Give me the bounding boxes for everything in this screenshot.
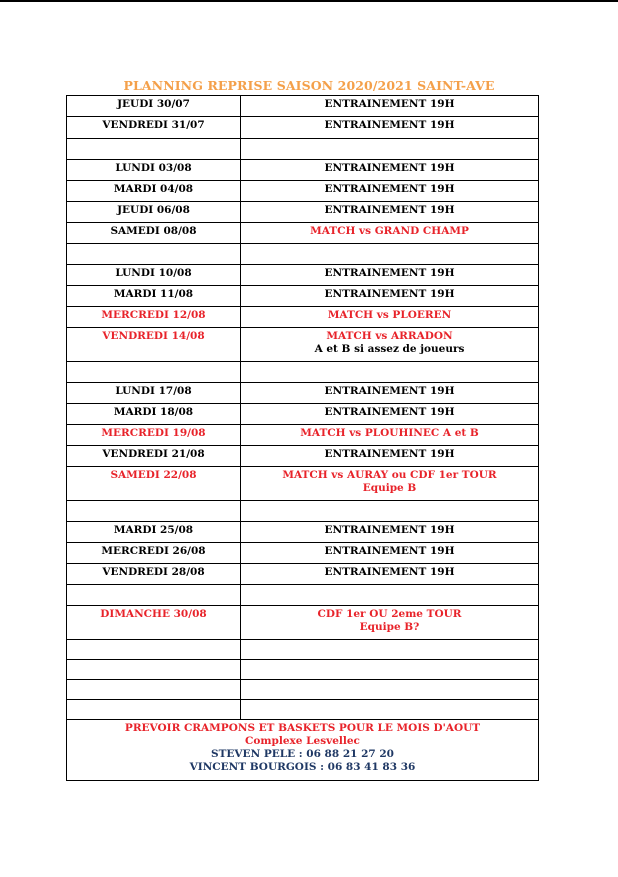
event-cell	[241, 680, 539, 700]
event-cell: ENTRAINEMENT 19H	[241, 160, 539, 181]
day-cell: VENDREDI 31/07	[67, 117, 241, 139]
day-cell	[67, 700, 241, 720]
event-cell	[241, 640, 539, 660]
planning-table	[66, 95, 539, 781]
equipment-note: PREVOIR CRAMPONS ET BASKETS POUR LE MOIS D'AOUT	[124, 722, 481, 734]
event-cell	[241, 660, 539, 680]
day-cell	[67, 139, 241, 160]
table-row	[67, 404, 539, 425]
day-cell: LUNDI 17/08	[67, 383, 241, 404]
event-cell: ENTRAINEMENT 19H	[241, 543, 539, 564]
table-row-empty	[67, 700, 539, 720]
event-cell	[241, 700, 539, 720]
event-cell: ENTRAINEMENT 19H	[241, 383, 539, 404]
day-cell	[67, 680, 241, 700]
table-row	[67, 543, 539, 564]
day-cell: MERCREDI 12/08	[67, 307, 241, 328]
event-cell: ENTRAINEMENT 19H	[241, 96, 539, 117]
table-row-empty	[67, 585, 539, 606]
day-cell: JEUDI 06/08	[67, 202, 241, 223]
event-cell: ENTRAINEMENT 19H	[241, 404, 539, 425]
table-row	[67, 425, 539, 446]
day-cell: VENDREDI 21/08	[67, 446, 241, 467]
day-cell	[67, 660, 241, 680]
match-label: MATCH vs AURAY ou CDF 1er TOUR	[282, 469, 497, 481]
footer-cell	[67, 720, 539, 781]
table-row	[67, 467, 539, 501]
table-row	[67, 446, 539, 467]
day-cell: MARDI 25/08	[67, 522, 241, 543]
top-border-line	[0, 0, 618, 2]
table-row-empty	[67, 244, 539, 265]
table-row	[67, 522, 539, 543]
day-cell: VENDREDI 28/08	[67, 564, 241, 585]
match-label: MATCH vs ARRADON	[326, 330, 453, 342]
day-cell: LUNDI 10/08	[67, 265, 241, 286]
event-cell	[241, 244, 539, 265]
match-cell	[241, 328, 539, 362]
day-cell: MERCREDI 26/08	[67, 543, 241, 564]
contact-steven: STEVEN PELE : 06 88 21 27 20	[211, 748, 394, 760]
table-row	[67, 96, 539, 117]
page-title: PLANNING REPRISE SAISON 2020/2021 SAINT-AVE	[123, 78, 495, 93]
venue-name: Complexe Lesvellec	[245, 735, 360, 747]
match-cell: MATCH vs GRAND CHAMP	[241, 223, 539, 244]
event-cell: ENTRAINEMENT 19H	[241, 446, 539, 467]
event-cell: ENTRAINEMENT 19H	[241, 117, 539, 139]
match-cell	[241, 606, 539, 640]
table-row-empty	[67, 139, 539, 160]
day-cell: DIMANCHE 30/08	[67, 606, 241, 640]
day-cell: VENDREDI 14/08	[67, 328, 241, 362]
match-note: A et B si assez de joueurs	[314, 343, 465, 355]
table-row	[67, 564, 539, 585]
match-label: CDF 1er OU 2eme TOUR	[317, 608, 462, 620]
event-cell	[241, 362, 539, 383]
event-cell: ENTRAINEMENT 19H	[241, 286, 539, 307]
match-note: Equipe B?	[359, 621, 420, 633]
table-row	[67, 265, 539, 286]
event-cell	[241, 501, 539, 522]
event-cell: ENTRAINEMENT 19H	[241, 202, 539, 223]
event-cell	[241, 139, 539, 160]
match-cell	[241, 467, 539, 501]
event-cell: ENTRAINEMENT 19H	[241, 181, 539, 202]
day-cell: JEUDI 30/07	[67, 96, 241, 117]
event-cell: ENTRAINEMENT 19H	[241, 265, 539, 286]
day-cell	[67, 585, 241, 606]
table-row-empty	[67, 640, 539, 660]
table-row	[67, 181, 539, 202]
table-row	[67, 160, 539, 181]
day-cell	[67, 640, 241, 660]
day-cell: MARDI 04/08	[67, 181, 241, 202]
table-row	[67, 286, 539, 307]
match-cell: MATCH vs PLOUHINEC A et B	[241, 425, 539, 446]
day-cell: SAMEDI 22/08	[67, 467, 241, 501]
table-row	[67, 117, 539, 139]
match-cell: MATCH vs PLOEREN	[241, 307, 539, 328]
table-row-empty	[67, 501, 539, 522]
day-cell: LUNDI 03/08	[67, 160, 241, 181]
table-row	[67, 202, 539, 223]
day-cell	[67, 362, 241, 383]
table-row-empty	[67, 660, 539, 680]
table-row-empty	[67, 680, 539, 700]
table-row	[67, 223, 539, 244]
day-cell	[67, 501, 241, 522]
table-row	[67, 606, 539, 640]
day-cell: MARDI 18/08	[67, 404, 241, 425]
match-note: Equipe B	[362, 482, 417, 494]
footer-row	[67, 720, 539, 781]
table-row	[67, 383, 539, 404]
day-cell: SAMEDI 08/08	[67, 223, 241, 244]
contact-vincent: VINCENT BOURGOIS : 06 83 41 83 36	[189, 761, 416, 773]
day-cell: MARDI 11/08	[67, 286, 241, 307]
table-row	[67, 328, 539, 362]
day-cell	[67, 244, 241, 265]
event-cell: ENTRAINEMENT 19H	[241, 522, 539, 543]
table-row-empty	[67, 362, 539, 383]
table-row	[67, 307, 539, 328]
event-cell: ENTRAINEMENT 19H	[241, 564, 539, 585]
day-cell: MERCREDI 19/08	[67, 425, 241, 446]
event-cell	[241, 585, 539, 606]
